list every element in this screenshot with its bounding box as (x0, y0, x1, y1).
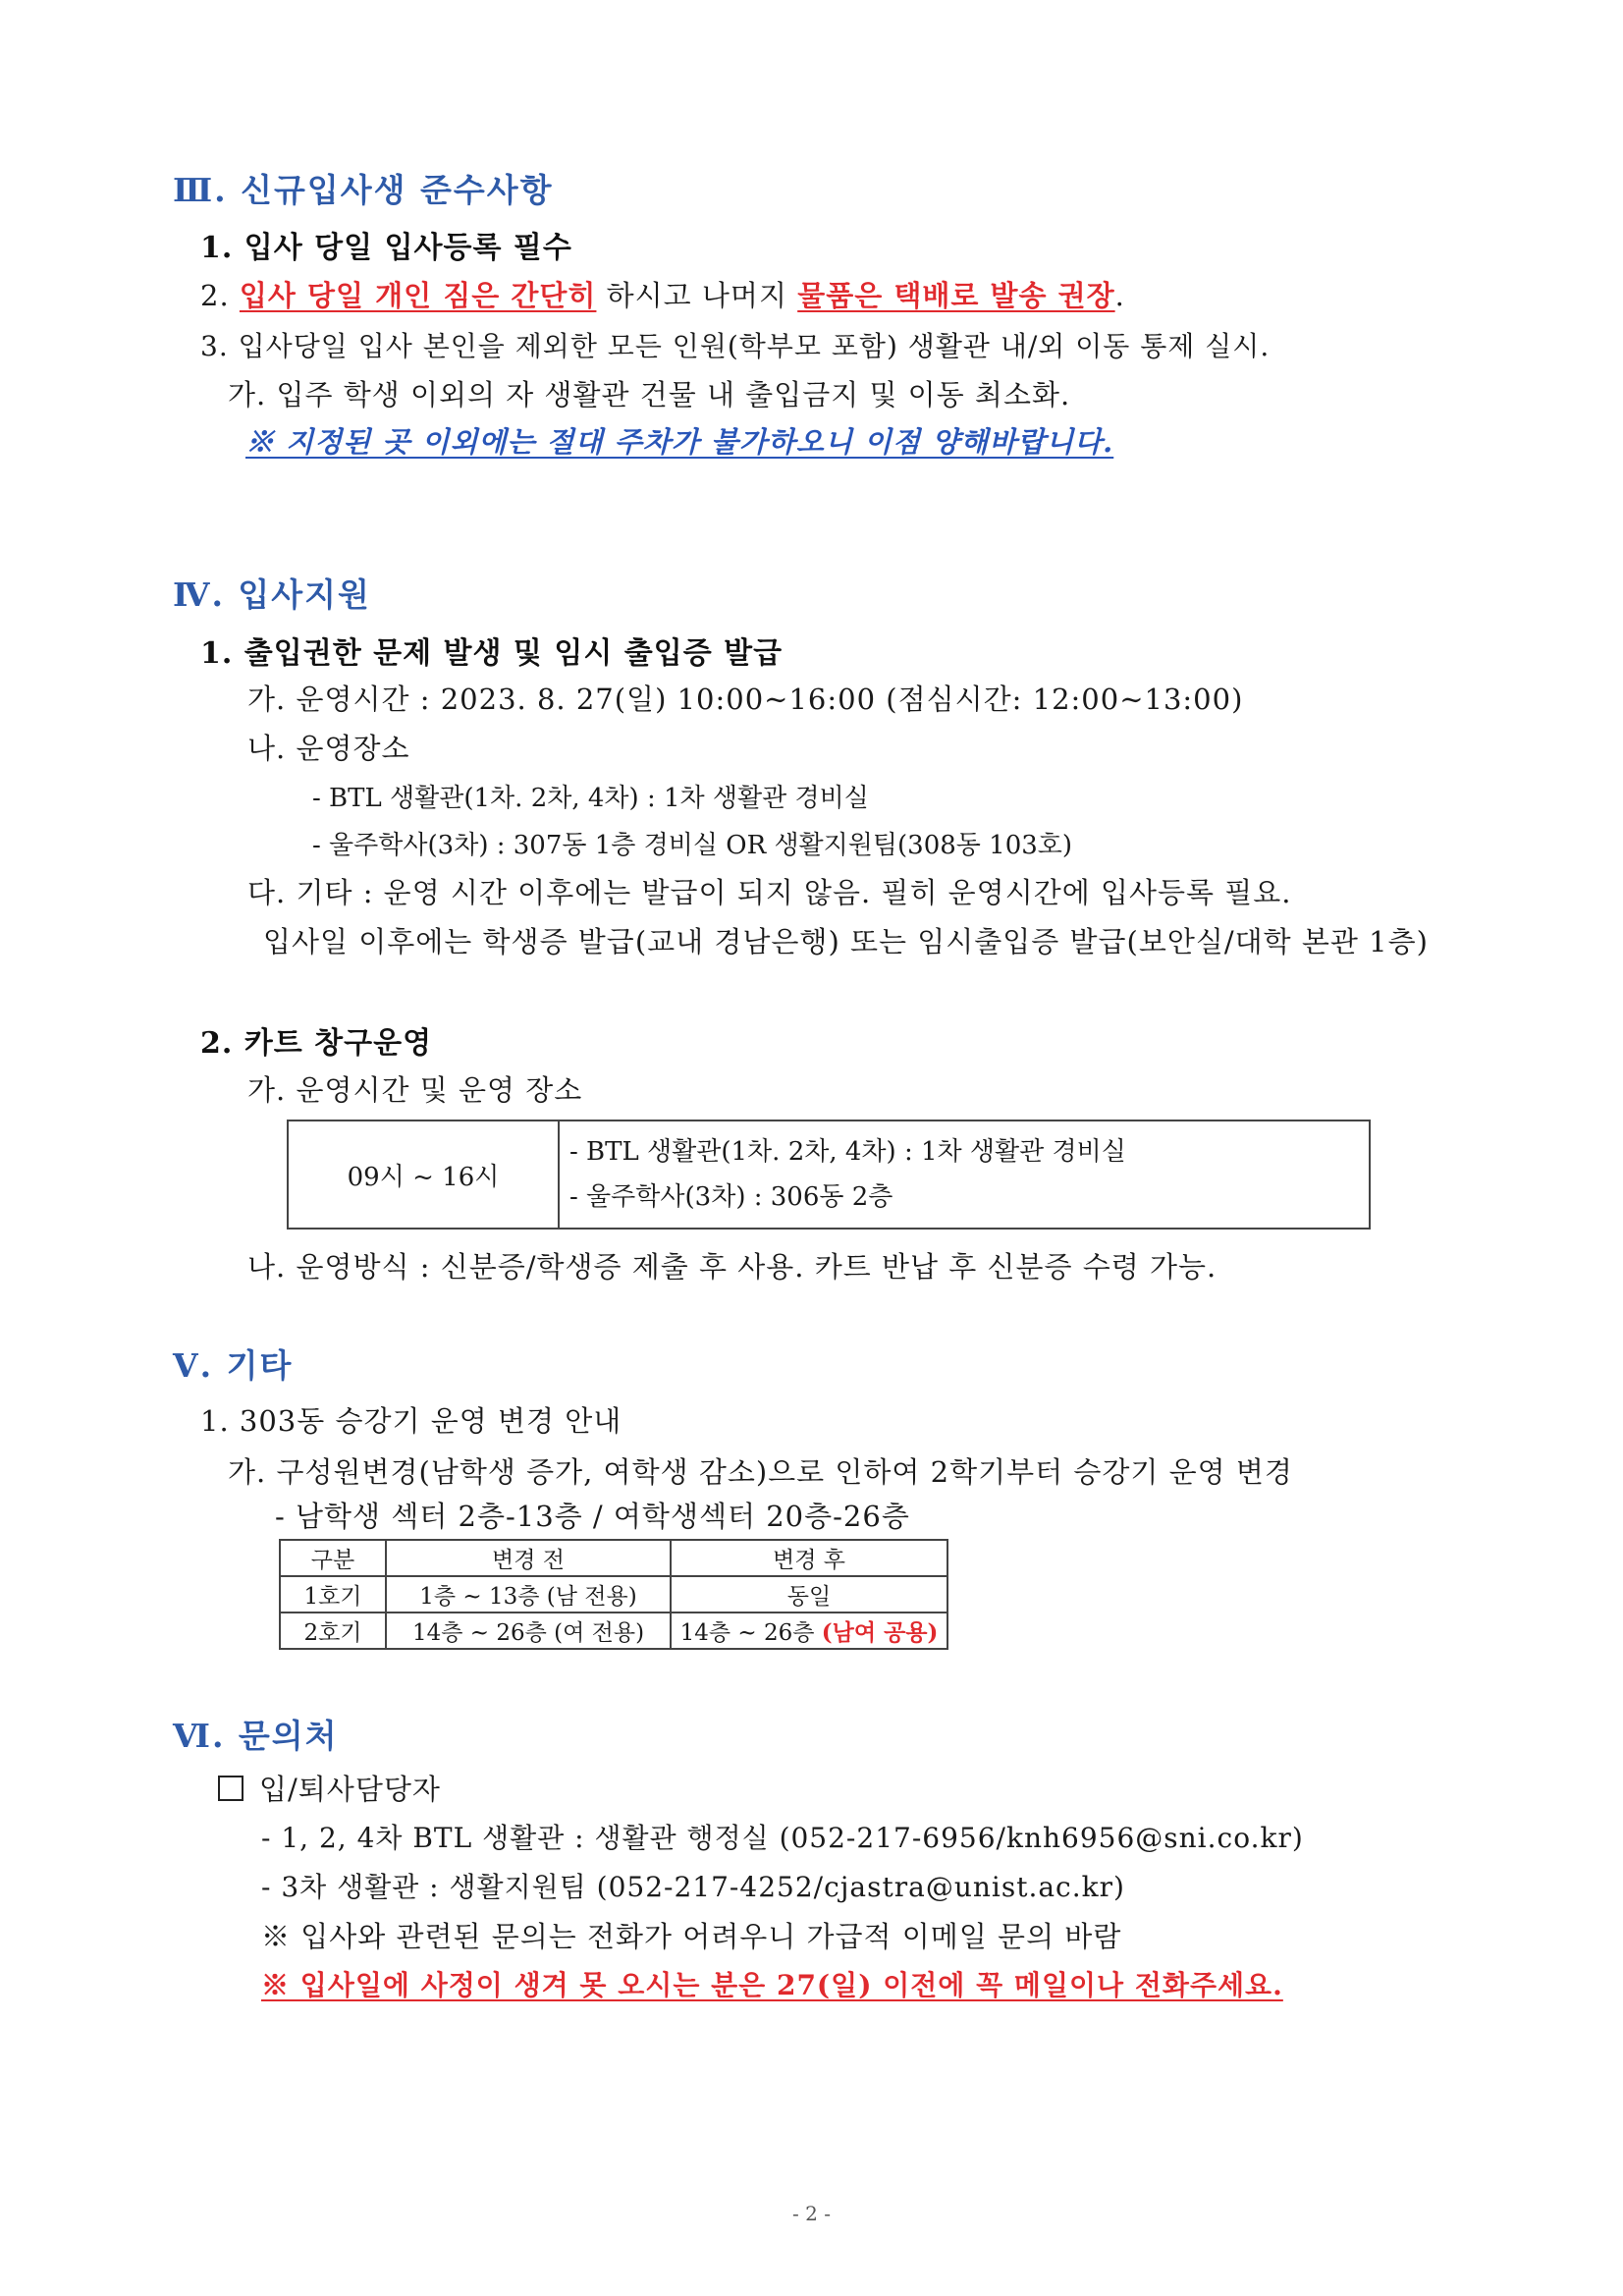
sec3-item-2-highlight-2: 물품은 택배로 발송 권장 (797, 279, 1115, 312)
sec3-item-3: 3. 입사당일 입사 본인을 제외한 모든 인원(학부모 포함) 생활관 내/외 이동 통제 실시. (200, 330, 1271, 362)
cart-location-ulju: - 울주학사(3차) : 306동 2층 (569, 1182, 893, 1212)
sec4-item-1-hours: 가. 운영시간 : 2023. 8. 27(일) 10:00∼16:00 (점심시간: 12:00∼13:00) (247, 683, 1244, 716)
contact-btl: - 1, 2, 4차 BTL 생활관 : 생활관 행정실 (052-217-6956/knh6956@sni.co.kr) (261, 1822, 1304, 1854)
table-header-row (280, 1540, 947, 1576)
sec3-item-3-sub: 가. 입주 학생 이외의 자 생활관 건물 내 출입금지 및 이동 최소화. (228, 378, 1071, 411)
sec4-item-1: 1. 출입권한 문제 발생 및 임시 출입증 발급 (200, 636, 784, 671)
sec4-place-ulju: - 울주학사(3차) : 307동 1층 경비실 OR 생활지원팀(308동 103호) (312, 831, 1073, 860)
table-cell-text: 동일 (786, 1584, 832, 1610)
table-header: 구분 (280, 1540, 386, 1576)
table-row (280, 1613, 947, 1649)
sec5-item-1: 1. 303동 승강기 운영 변경 안내 (200, 1404, 622, 1438)
table-header: 변경 후 (671, 1540, 947, 1576)
contact-heading (218, 1768, 441, 1808)
checkbox-icon (218, 1776, 243, 1801)
sec4-item-1-other-2: 입사일 이후에는 학생증 발급(교내 경남은행) 또는 임시출입증 발급(보안실/대학 본관 1층) (263, 925, 1429, 958)
sec4-item-2-hours: 가. 운영시간 및 운영 장소 (247, 1073, 583, 1107)
sec5-item-1-a1: - 남학생 섹터 2층-13층 / 여학생섹터 20층-26층 (275, 1500, 910, 1533)
cart-location-btl: - BTL 생활관(1차. 2차, 4차) : 1차 생활관 경비실 (569, 1137, 1126, 1167)
page-number: - 2 - (792, 2202, 831, 2225)
table-cell: 2호기 (280, 1613, 386, 1649)
cart-hours-table (287, 1120, 1371, 1230)
contact-note: ※ 입사와 관련된 문의는 전화가 어려우니 가급적 이메일 문의 바람 (261, 1920, 1122, 1953)
section-title-6-text: Ⅵ. 문의처 (173, 1717, 339, 1755)
cart-location-cell (559, 1121, 1370, 1229)
section-title-5: Ⅴ. 기타 (173, 1346, 294, 1385)
contact-ulju: - 3차 생활관 : 생활지원팀 (052-217-4252/cjastra@unist.ac.kr) (261, 1871, 1125, 1903)
table-header: 변경 전 (386, 1540, 671, 1576)
sec4-item-2-method: 나. 운영방식 : 신분증/학생증 제출 후 사용. 카트 반납 후 신분증 수령 가능. (247, 1250, 1217, 1284)
sec3-item-2-mid: 하시고 나머지 (596, 279, 798, 312)
contact-heading-text: 입/퇴사담당자 (259, 1773, 441, 1806)
sec4-item-2: 2. 카트 창구운영 (200, 1026, 433, 1061)
table-cell-highlight: (남여 공용) (821, 1619, 939, 1646)
parking-notice: ※ 지정된 곳 이외에는 절대 주차가 불가하오니 이점 양해바랍니다. (245, 425, 1114, 459)
section-title-4: Ⅳ. 입사지원 (173, 575, 371, 614)
table-cell (671, 1613, 947, 1649)
cart-time-cell: 09시 ~ 16시 (288, 1121, 559, 1229)
elevator-table (279, 1539, 948, 1650)
table-cell (671, 1576, 947, 1613)
sec3-item-2-end: . (1114, 279, 1125, 312)
sec4-item-1-other: 다. 기타 : 운영 시간 이후에는 발급이 되지 않음. 필히 운영시간에 입사등록 필요. (247, 876, 1292, 909)
contact-urgent-note: ※ 입사일에 사정이 생겨 못 오시는 분은 27(일) 이전에 꼭 메일이나 전화주세요. (261, 1969, 1283, 2001)
sec5-item-1-a: 가. 구성원변경(남학생 증가, 여학생 감소)으로 인하여 2학기부터 승강기 운영 변경 (228, 1455, 1293, 1489)
section-title-6 (173, 1711, 339, 1757)
table-row (280, 1576, 947, 1613)
sec3-item-1: 1. 입사 당일 입사등록 필수 (200, 231, 572, 265)
sec4-item-1-place: 나. 운영장소 (247, 732, 410, 765)
table-cell: 14층 ~ 26층 (여 전용) (386, 1613, 671, 1649)
section-title-3: Ⅲ. 신규입사생 준수사항 (173, 171, 554, 209)
table-cell: 1호기 (280, 1576, 386, 1613)
sec3-item-2-prefix: 2. (200, 279, 240, 312)
table-cell-text: 14층 ~ 26층 (679, 1620, 822, 1646)
sec3-item-2 (200, 274, 1125, 314)
table-cell: 1층 ~ 13층 (남 전용) (386, 1576, 671, 1613)
sec3-item-2-highlight-1: 입사 당일 개인 짐은 간단히 (239, 279, 597, 312)
sec4-place-btl: - BTL 생활관(1차. 2차, 4차) : 1차 생활관 경비실 (312, 784, 869, 813)
